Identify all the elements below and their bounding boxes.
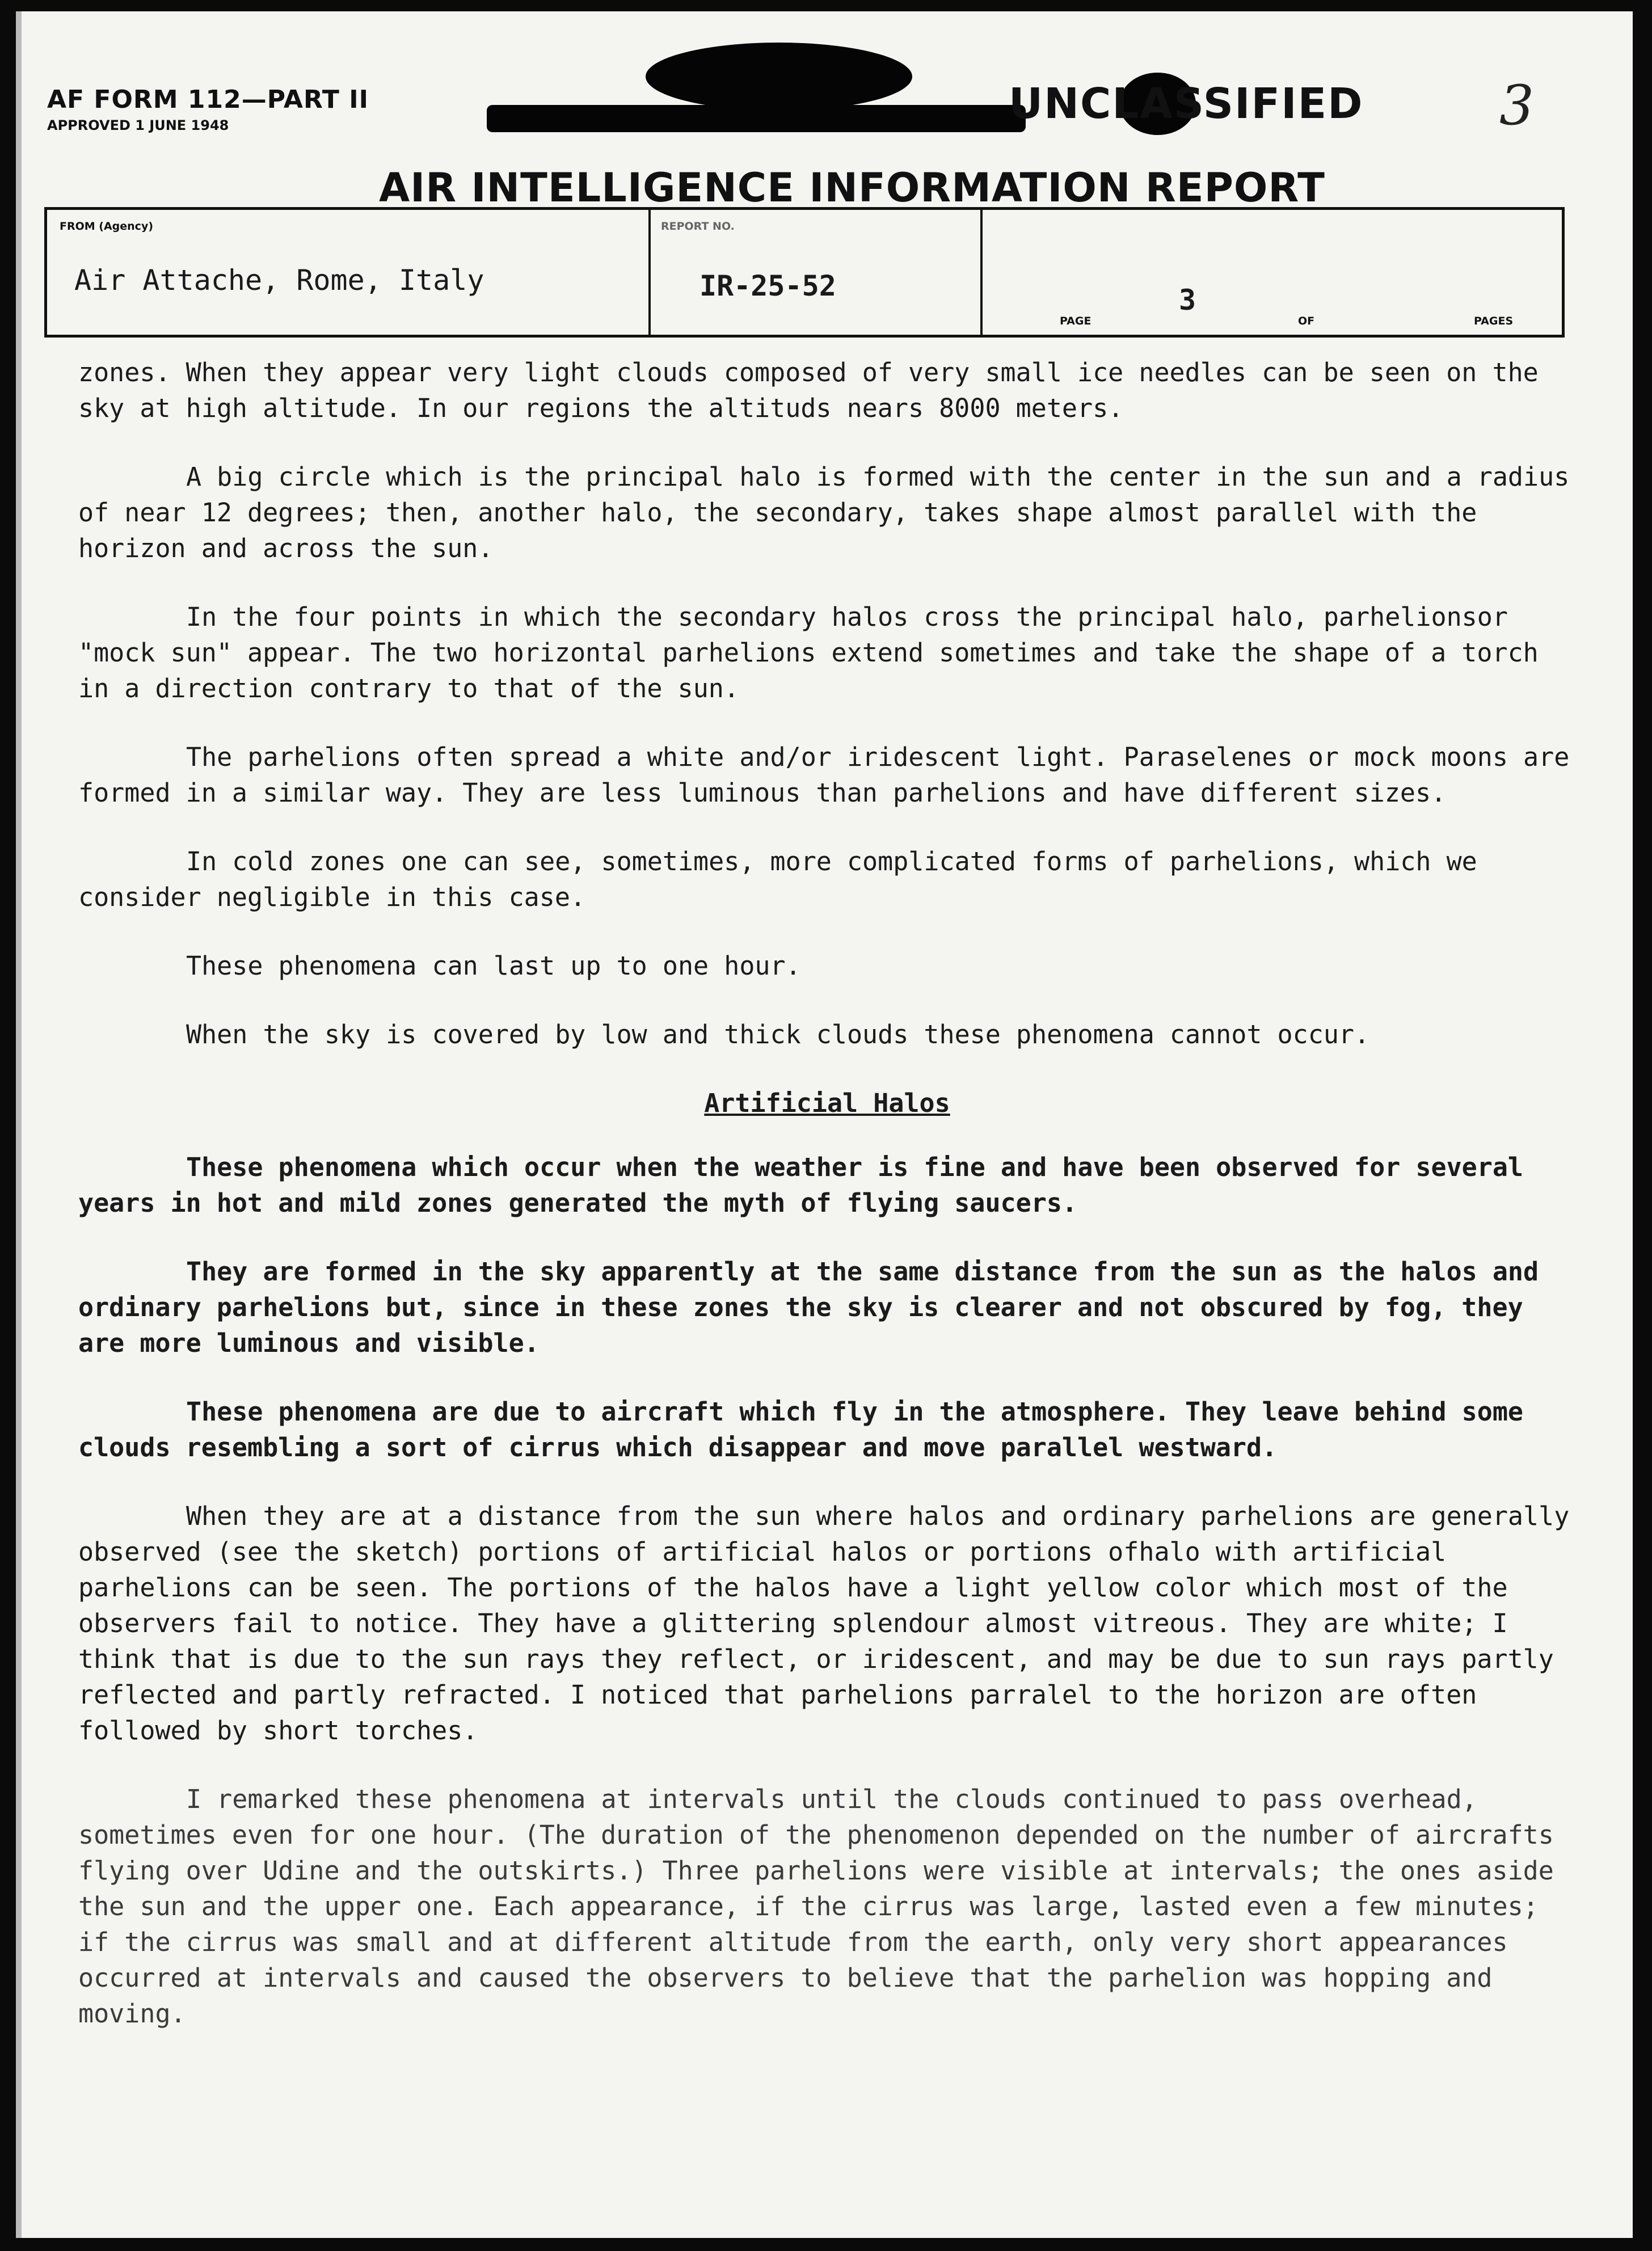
paragraph-12: I remarked these phenomena at intervals until the clouds continued to pass overhead, sometimes even for one hour. (The duration of the phenomenon depended on the number of aircrafts flying over Udine and the outskirts.) Three parhelions were visible at intervals; the ones aside the sun and the upper one. Each appearance, if the cirrus was large, lasted even a few minutes; if the cirrus was small and at different altitude from the earth, only very short appearances occurred at intervals and caused the observers to believe that the parhelion was hopping and moving. [78,1784,1554,2029]
form-identifier [47,85,369,133]
report-title: AIR INTELLIGENCE INFORMATION REPORT [379,165,1325,211]
document-page [16,11,1633,2238]
paragraph-4: The parhelions often spread a white and/or iridescent light. Paraselenes or mock moons are formed in a similar way. They are less luminous than parhelions and have different sizes. [78,742,1570,808]
paragraph-11: When they are at a distance from the sun where halos and ordinary parhelions are generally observed (see the sketch) portions of artificial halos or portions ofhalo with artificial parhelions can be seen. The portions of the halos have a light yellow color which most of the observers fail to notice. They have a glittering splendour almost vitreous. They are white; I think that is due to the sun rays they reflect, or iridescent, and may be due to sun rays partly reflected and partly refracted. I noticed that parhelions parralel to the horizon are often followed by short torches. [78,1501,1570,1746]
report-body [78,355,1576,2064]
report-number-value: IR-25-52 [699,269,836,302]
of-label: OF [1298,315,1315,327]
paragraph-1: zones. When they appear very light clouds composed of very small ice needles can be seen on the sky at high altitude. In our regions the altituds nears 8000 meters. [78,357,1539,423]
report-number-label: REPORT NO. [661,220,735,233]
page-label: PAGE [1060,315,1092,327]
handwritten-page-number: 3 [1499,74,1535,137]
section-heading-artificial-halos: Artificial Halos [704,1088,950,1118]
form-number: AF FORM 112—PART II [47,85,369,114]
paragraph-2: A big circle which is the principal halo is formed with the center in the sun and a radius of near 12 degrees; then, another halo, the secondary, takes shape almost parallel with the horizon and across the sun. [78,462,1570,563]
paragraph-9: They are formed in the sky apparently at the same distance from the sun as the halos and ordinary parhelions but, since in these zones the sky is clearer and not obscured by fog, they are more luminous and visible. [78,1257,1539,1358]
redaction-bar [487,105,1026,132]
report-number-cell [648,210,983,335]
from-label: FROM (Agency) [60,220,154,233]
paragraph-8: These phenomena which occur when the weather is fine and have been observed for several years in hot and mild zones generated the myth of flying saucers. [78,1152,1524,1218]
from-value: Air Attache, Rome, Italy [74,264,484,297]
page-value: 3 [1179,284,1196,317]
report-header-table [44,207,1565,338]
paragraph-6: These phenomena can last up to one hour. [186,951,801,981]
paragraph-10: These phenomena are due to aircraft which fly in the atmosphere. They leave behind some clouds resembling a sort of cirrus which disappear and move parallel westward. [78,1397,1524,1462]
pages-label: PAGES [1474,315,1514,327]
paragraph-5: In cold zones one can see, sometimes, more complicated forms of parhelions, which we consider negligible in this case. [78,846,1477,912]
page-edge-shadow [16,11,22,2238]
form-approval-date: APPROVED 1 JUNE 1948 [47,117,229,133]
classification-marking: UNCLASSIFIED [1009,79,1364,128]
paragraph-7: When the sky is covered by low and thick clouds these phenomena cannot occur. [186,1019,1370,1049]
paragraph-3: In the four points in which the secondary halos cross the principal halo, parhelionsor "mock sun" appear. The two horizontal parhelions extend sometimes and take the shape of a torch in a direction contrary to that of the sun. [78,602,1539,703]
from-cell [47,210,651,335]
redaction-blot-left [646,43,912,111]
page-count-cell [980,210,1562,335]
